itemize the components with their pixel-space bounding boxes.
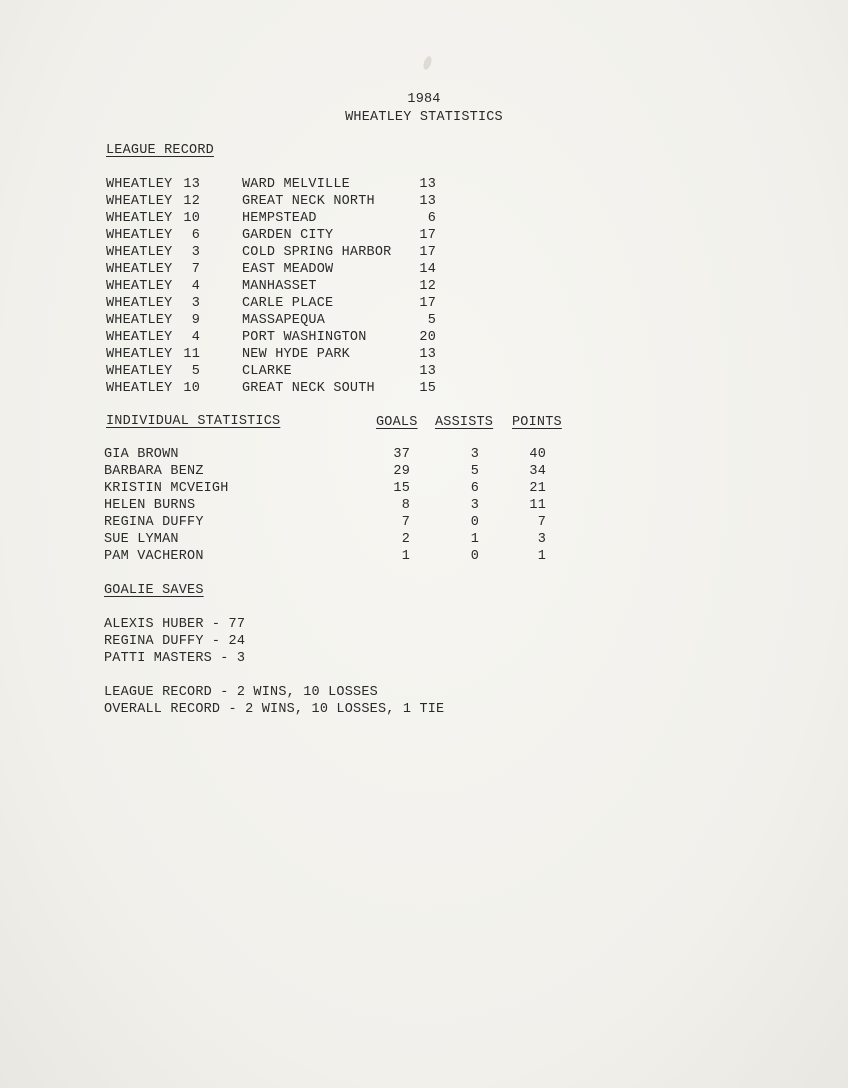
player-goals: 37 xyxy=(393,447,410,462)
player-points: 40 xyxy=(529,447,546,462)
player-points: 7 xyxy=(537,515,546,530)
league-team-score: 5 xyxy=(191,364,200,379)
player-goals: 29 xyxy=(393,464,410,479)
league-team-score: 12 xyxy=(183,194,200,209)
player-goals: 2 xyxy=(401,532,410,547)
league-team-score: 7 xyxy=(191,262,200,277)
league-team-score: 10 xyxy=(183,381,200,396)
player-points: 11 xyxy=(529,498,546,513)
league-team: WHEATLEY xyxy=(106,194,173,209)
league-opponent: GREAT NECK SOUTH xyxy=(242,381,375,396)
goalie-save-entry: REGINA DUFFY - 24 xyxy=(104,634,246,649)
league-team: WHEATLEY xyxy=(106,245,173,260)
league-opponent: COLD SPRING HARBOR xyxy=(242,245,392,260)
league-team-score: 4 xyxy=(191,279,200,294)
player-points: 3 xyxy=(537,532,546,547)
goalie-save-entry: PATTI MASTERS - 3 xyxy=(104,651,246,666)
player-goals: 1 xyxy=(401,549,410,564)
league-team: WHEATLEY xyxy=(106,364,173,379)
league-team-score: 4 xyxy=(191,330,200,345)
league-opponent: HEMPSTEAD xyxy=(242,211,317,226)
league-record-summary: LEAGUE RECORD - 2 WINS, 10 LOSSES xyxy=(104,685,378,700)
league-team: WHEATLEY xyxy=(106,296,173,311)
league-record-heading: LEAGUE RECORD xyxy=(106,143,214,158)
player-points: 21 xyxy=(529,481,546,496)
smudge-mark xyxy=(422,55,433,71)
league-team: WHEATLEY xyxy=(106,279,173,294)
player-goals: 7 xyxy=(401,515,410,530)
league-opponent: MANHASSET xyxy=(242,279,317,294)
league-opponent: EAST MEADOW xyxy=(242,262,334,277)
league-team: WHEATLEY xyxy=(106,228,173,243)
league-opponent-score: 6 xyxy=(427,211,436,226)
league-opponent-score: 12 xyxy=(419,279,436,294)
league-team-score: 10 xyxy=(183,211,200,226)
league-opponent-score: 5 xyxy=(427,313,436,328)
league-opponent-score: 14 xyxy=(419,262,436,277)
league-opponent-score: 17 xyxy=(419,228,436,243)
league-team: WHEATLEY xyxy=(106,381,173,396)
league-opponent-score: 15 xyxy=(419,381,436,396)
league-team: WHEATLEY xyxy=(106,330,173,345)
league-team-score: 11 xyxy=(183,347,200,362)
goals-column-header: GOALS xyxy=(376,415,418,430)
player-goals: 8 xyxy=(401,498,410,513)
player-name: KRISTIN MCVEIGH xyxy=(104,481,229,496)
league-opponent: CARLE PLACE xyxy=(242,296,334,311)
league-team-score: 3 xyxy=(191,296,200,311)
player-name: SUE LYMAN xyxy=(104,532,179,547)
player-goals: 15 xyxy=(393,481,410,496)
player-points: 34 xyxy=(529,464,546,479)
player-assists: 3 xyxy=(470,498,479,513)
overall-record-summary: OVERALL RECORD - 2 WINS, 10 LOSSES, 1 TIE xyxy=(104,702,445,717)
league-team: WHEATLEY xyxy=(106,262,173,277)
league-team-score: 9 xyxy=(191,313,200,328)
league-team-score: 6 xyxy=(191,228,200,243)
league-team-score: 3 xyxy=(191,245,200,260)
league-opponent-score: 13 xyxy=(419,347,436,362)
goalie-saves-heading: GOALIE SAVES xyxy=(104,583,204,598)
league-opponent: WARD MELVILLE xyxy=(242,177,350,192)
player-assists: 1 xyxy=(470,532,479,547)
league-opponent: GREAT NECK NORTH xyxy=(242,194,375,209)
player-name: BARBARA BENZ xyxy=(104,464,204,479)
league-opponent-score: 17 xyxy=(419,296,436,311)
player-name: PAM VACHERON xyxy=(104,549,204,564)
player-name: REGINA DUFFY xyxy=(104,515,204,530)
player-assists: 0 xyxy=(470,515,479,530)
document-year: 1984 xyxy=(407,92,441,107)
league-opponent-score: 13 xyxy=(419,177,436,192)
league-opponent: NEW HYDE PARK xyxy=(242,347,350,362)
league-opponent-score: 13 xyxy=(419,364,436,379)
assists-column-header: ASSISTS xyxy=(435,415,494,430)
player-name: GIA BROWN xyxy=(104,447,179,462)
league-team: WHEATLEY xyxy=(106,313,173,328)
document-title: WHEATLEY STATISTICS xyxy=(345,110,503,125)
player-assists: 6 xyxy=(470,481,479,496)
league-team: WHEATLEY xyxy=(106,211,173,226)
player-assists: 3 xyxy=(470,447,479,462)
league-opponent: CLARKE xyxy=(242,364,292,379)
league-opponent-score: 17 xyxy=(419,245,436,260)
player-assists: 5 xyxy=(470,464,479,479)
league-opponent: GARDEN CITY xyxy=(242,228,334,243)
league-opponent: PORT WASHINGTON xyxy=(242,330,367,345)
league-team: WHEATLEY xyxy=(106,177,173,192)
player-points: 1 xyxy=(537,549,546,564)
league-team: WHEATLEY xyxy=(106,347,173,362)
league-opponent-score: 20 xyxy=(419,330,436,345)
goalie-save-entry: ALEXIS HUBER - 77 xyxy=(104,617,246,632)
points-column-header: POINTS xyxy=(512,415,562,430)
league-opponent-score: 13 xyxy=(419,194,436,209)
league-opponent: MASSAPEQUA xyxy=(242,313,326,328)
league-team-score: 13 xyxy=(183,177,200,192)
player-assists: 0 xyxy=(470,549,479,564)
individual-statistics-heading: INDIVIDUAL STATISTICS xyxy=(106,414,281,429)
player-name: HELEN BURNS xyxy=(104,498,196,513)
